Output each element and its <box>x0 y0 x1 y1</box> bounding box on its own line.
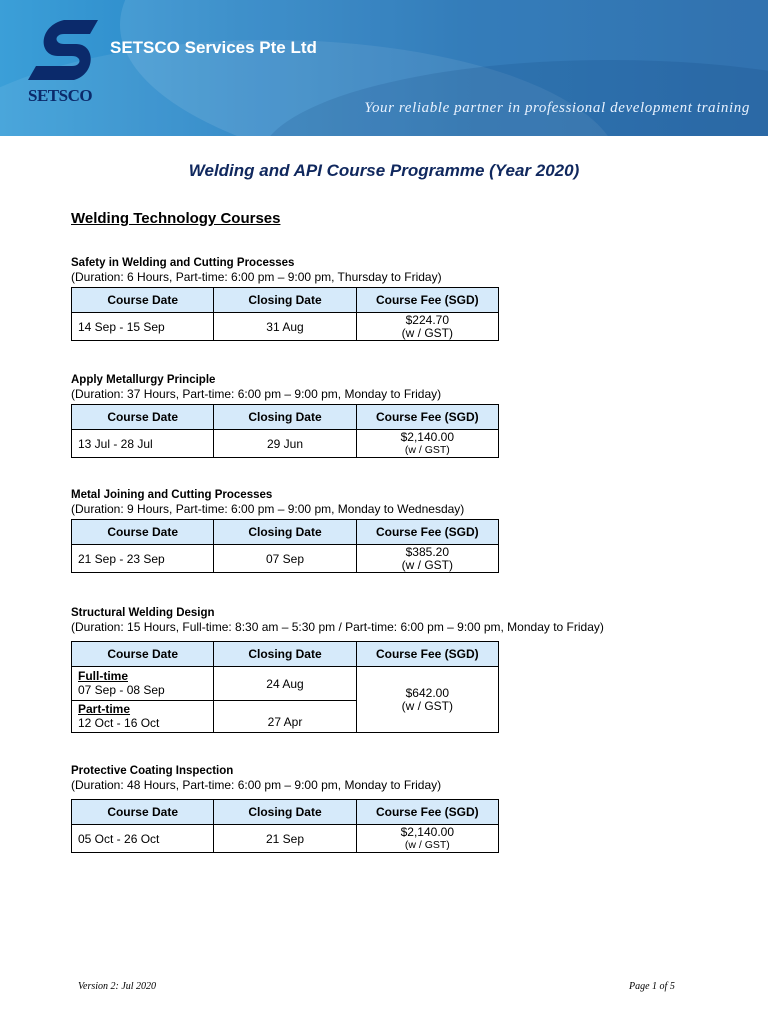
schedule-type-label: Full-time <box>78 669 128 683</box>
course-block <box>71 764 499 853</box>
page-title: Welding and API Course Programme (Year 2020) <box>188 161 580 180</box>
course-duration: (Duration: 37 Hours, Part-time: 6:00 pm – 9:00 pm, Monday to Friday) <box>71 387 442 401</box>
fee-amount: $385.20 <box>405 545 450 559</box>
fee-gst: (w / GST) <box>404 444 450 456</box>
schedule-type-label: Part-time <box>78 702 131 716</box>
header-closing-date: Closing Date <box>214 520 356 545</box>
schedule-dates: 12 Oct - 16 Oct <box>78 716 160 730</box>
closing-date: 29 Jun <box>214 430 356 458</box>
header-banner <box>0 0 768 136</box>
course-date: 14 Sep - 15 Sep <box>72 313 214 341</box>
table-row <box>72 430 499 458</box>
header-course-fee: Course Fee (SGD) <box>356 288 498 313</box>
course-date <box>72 701 214 733</box>
course-table <box>71 799 499 853</box>
course-fee <box>356 430 498 458</box>
closing-date: 21 Sep <box>214 825 356 853</box>
fee-gst: (w / GST) <box>401 699 453 713</box>
header-course-fee: Course Fee (SGD) <box>356 800 498 825</box>
course-table <box>71 641 499 733</box>
closing-date: 27 Apr <box>214 701 356 733</box>
header-course-date: Course Date <box>72 800 214 825</box>
table-header-row <box>72 288 499 313</box>
course-date: 13 Jul - 28 Jul <box>72 430 214 458</box>
fee-amount: $642.00 <box>405 686 450 700</box>
table-header-row <box>72 800 499 825</box>
header-course-date: Course Date <box>72 288 214 313</box>
course-duration: (Duration: 9 Hours, Part-time: 6:00 pm – 9:00 pm, Monday to Wednesday) <box>71 502 465 516</box>
table-header-row <box>72 520 499 545</box>
table-row <box>72 545 499 573</box>
footer-version: Version 2: Jul 2020 <box>78 981 157 992</box>
header-course-date: Course Date <box>72 520 214 545</box>
fee-amount: $2,140.00 <box>400 825 455 839</box>
course-fee <box>356 825 498 853</box>
header-closing-date: Closing Date <box>214 800 356 825</box>
course-fee <box>356 667 498 733</box>
course-date <box>72 667 214 701</box>
course-duration: (Duration: 15 Hours, Full-time: 8:30 am – 5:30 pm / Part-time: 6:00 pm – 9:00 pm, Monday to Friday) <box>71 620 604 634</box>
course-table <box>71 287 499 341</box>
course-name: Apply Metallurgy Principle <box>71 374 216 386</box>
footer-page-number: Page 1 of 5 <box>629 981 675 992</box>
header-closing-date: Closing Date <box>214 405 356 430</box>
course-name: Protective Coating Inspection <box>71 765 234 777</box>
fee-amount: $224.70 <box>405 313 450 327</box>
header-closing-date: Closing Date <box>214 642 356 667</box>
course-fee <box>356 313 498 341</box>
table-header-row <box>72 642 499 667</box>
fee-gst: (w / GST) <box>401 558 453 572</box>
course-date: 05 Oct - 26 Oct <box>72 825 214 853</box>
closing-date: 24 Aug <box>214 667 356 701</box>
course-block <box>71 488 499 573</box>
header-course-fee: Course Fee (SGD) <box>356 642 498 667</box>
course-table <box>71 519 499 573</box>
header-course-date: Course Date <box>72 405 214 430</box>
course-block <box>71 373 499 458</box>
course-duration: (Duration: 48 Hours, Part-time: 6:00 pm – 9:00 pm, Monday to Friday) <box>71 778 442 792</box>
fee-amount: $2,140.00 <box>400 430 455 444</box>
course-duration: (Duration: 6 Hours, Part-time: 6:00 pm – 9:00 pm, Thursday to Friday) <box>71 270 442 284</box>
course-block <box>71 256 499 341</box>
header-course-fee: Course Fee (SGD) <box>356 405 498 430</box>
section-title: Welding Technology Courses <box>71 210 281 227</box>
course-fee <box>356 545 498 573</box>
course-name: Safety in Welding and Cutting Processes <box>71 257 295 269</box>
schedule-dates: 07 Sep - 08 Sep <box>78 683 165 697</box>
logo-text: SETSCO <box>28 86 93 105</box>
closing-date: 07 Sep <box>214 545 356 573</box>
fee-gst: (w / GST) <box>404 839 450 851</box>
course-date: 21 Sep - 23 Sep <box>72 545 214 573</box>
course-table <box>71 404 499 458</box>
header-course-fee: Course Fee (SGD) <box>356 520 498 545</box>
company-name: SETSCO Services Pte Ltd <box>110 38 317 57</box>
setsco-logo-icon <box>24 18 100 84</box>
table-row <box>72 667 499 701</box>
fee-gst: (w / GST) <box>401 326 453 340</box>
header-closing-date: Closing Date <box>214 288 356 313</box>
closing-date: 31 Aug <box>214 313 356 341</box>
header-course-date: Course Date <box>72 642 214 667</box>
course-name: Structural Welding Design <box>71 607 215 619</box>
table-header-row <box>72 405 499 430</box>
course-name: Metal Joining and Cutting Processes <box>71 489 273 501</box>
course-block <box>71 606 604 733</box>
table-row <box>72 313 499 341</box>
tagline: Your reliable partner in professional development training <box>364 100 750 116</box>
table-row <box>72 825 499 853</box>
